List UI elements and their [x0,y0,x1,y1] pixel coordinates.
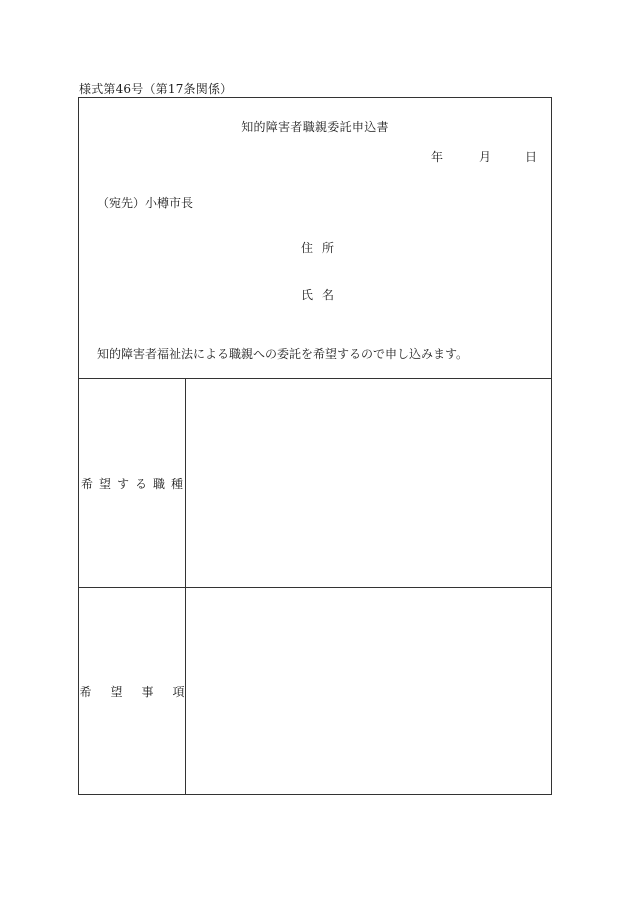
date-month-label: 月 [479,150,492,164]
application-statement: 知的障害者福祉法による職親への委託を希望するので申し込みます。 [97,347,469,361]
application-form [78,97,552,795]
desired-job-row [79,378,551,587]
requests-row [79,587,551,794]
addressee: （宛先）小樽市長 [97,196,194,210]
form-header-area [79,98,551,378]
desired-job-field[interactable] [186,379,551,587]
requests-field[interactable] [186,588,551,794]
desired-job-label: 希望する職種 [79,379,186,587]
form-title: 知的障害者職親委託申込書 [241,120,389,134]
date-year-label: 年 [431,150,444,164]
form-number: 様式第46号（第17条関係） [79,82,233,96]
address-label: 住所 [301,241,344,255]
name-label: 氏名 [301,288,344,302]
requests-label: 希望事項 [79,588,186,794]
date-day-label: 日 [525,150,538,164]
